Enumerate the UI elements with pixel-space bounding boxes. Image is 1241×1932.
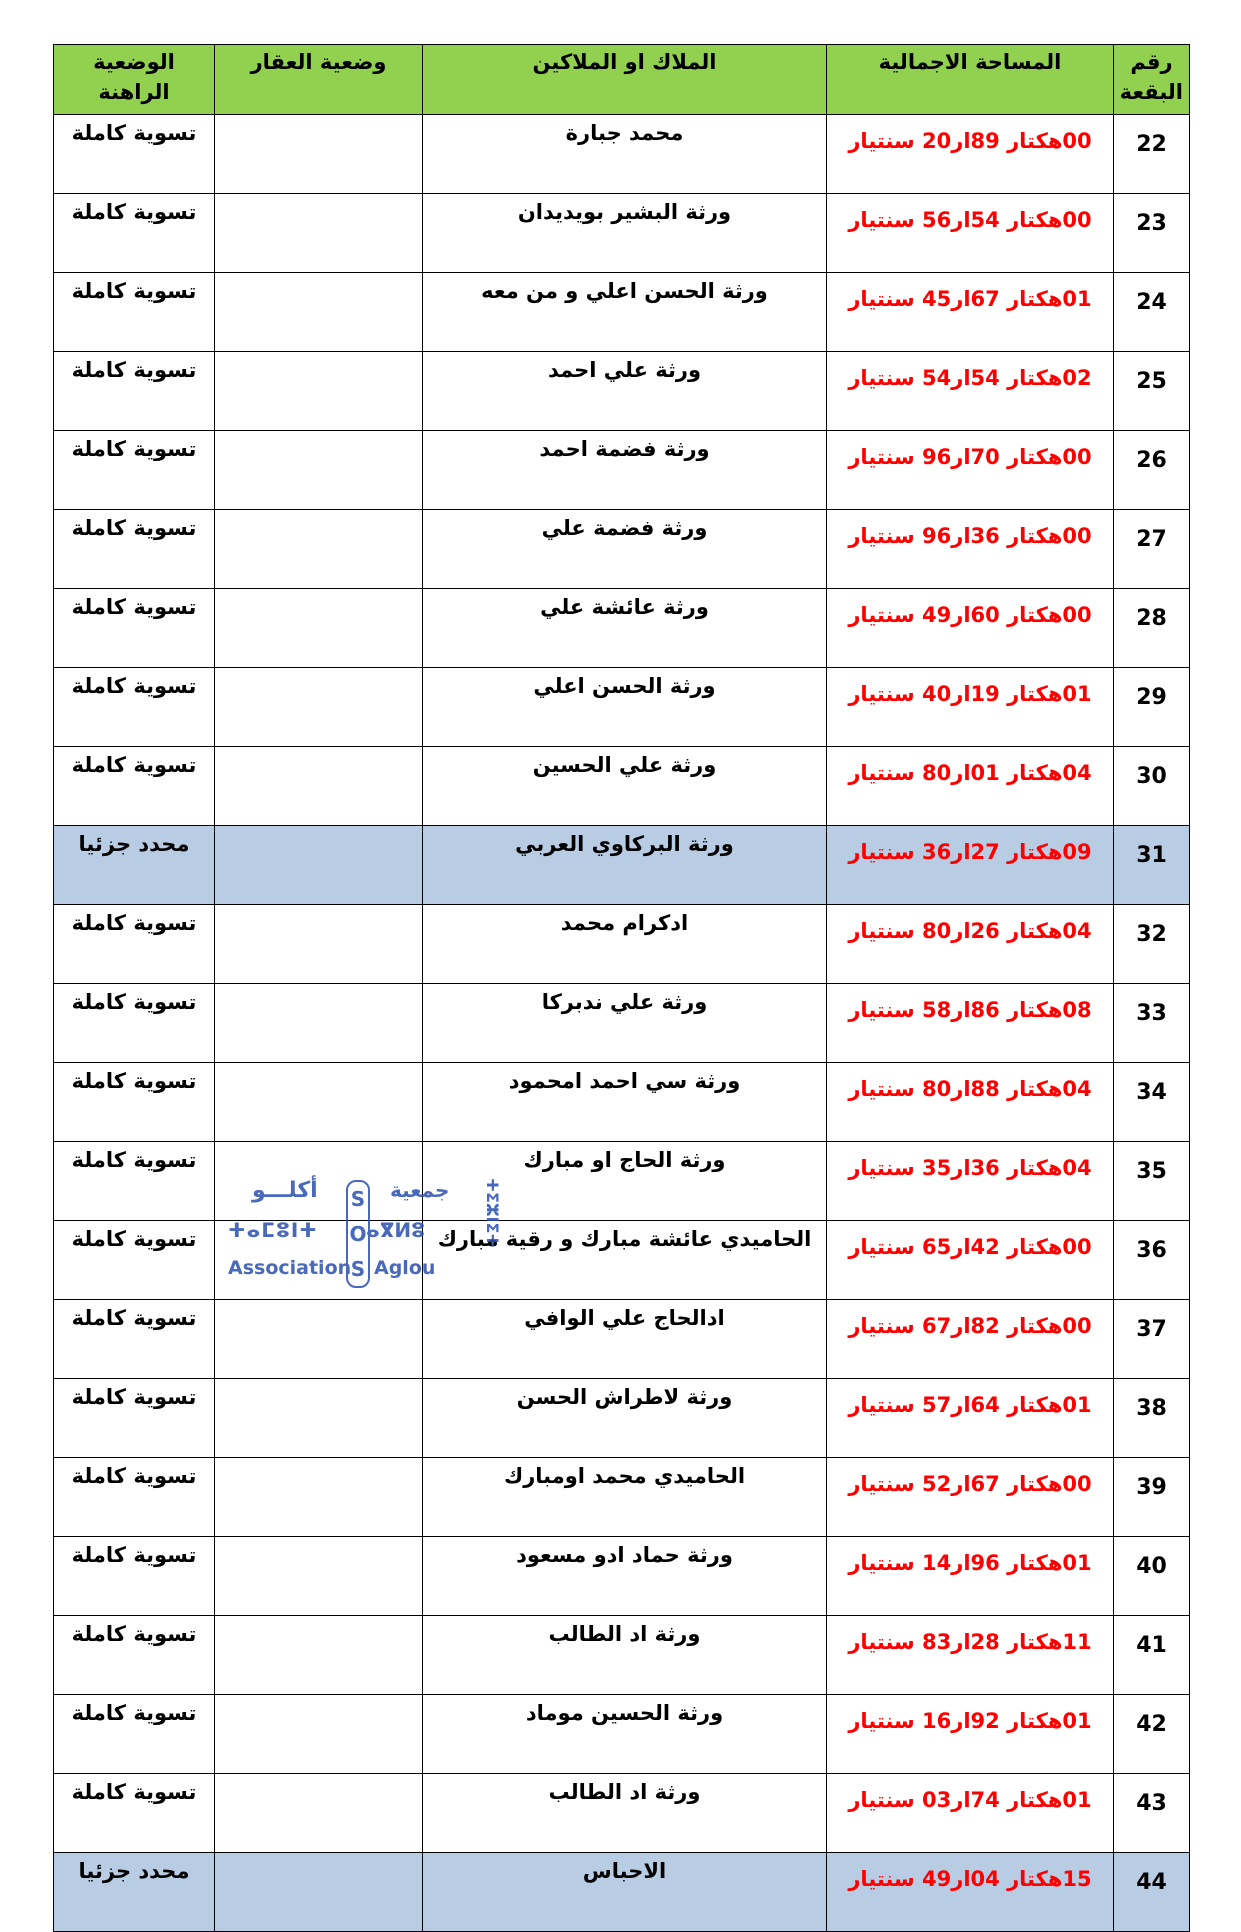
owners-cell: الاحباس (423, 1853, 827, 1932)
total-area-cell: 00هكتار 82ار67 سنتيار (827, 1300, 1114, 1379)
owners-cell: ادكرام محمد (423, 905, 827, 984)
current-status-cell: تسوية كاملة (54, 1537, 215, 1616)
total-area-cell: 01هكتار 96ار14 سنتيار (827, 1537, 1114, 1616)
header-total-area: المساحة الاجمالية (827, 45, 1114, 115)
table-row (54, 1142, 1190, 1221)
owners-cell: ورثة البركاوي العربي (423, 826, 827, 905)
header-current-status: الوضعية الراهنة (54, 45, 215, 115)
owners-cell: ورثة علي احمد (423, 352, 827, 431)
total-area-cell: 04هكتار 01ار80 سنتيار (827, 747, 1114, 826)
stamp-arabic-right: جمعية (390, 1178, 450, 1202)
table-row (54, 589, 1190, 668)
plot-number-cell: 30 (1114, 747, 1190, 826)
table-row (54, 984, 1190, 1063)
stamp-sos-badge (346, 1180, 370, 1288)
total-area-cell: 09هكتار 27ار36 سنتيار (827, 826, 1114, 905)
stamp-sos-letter: S (350, 1256, 366, 1281)
stamp-sos-letter: O (349, 1221, 367, 1246)
owners-cell: ورثة سي احمد امحمود (423, 1063, 827, 1142)
plot-number-cell: 24 (1114, 273, 1190, 352)
plot-number-cell: 22 (1114, 115, 1190, 194)
current-status-cell: تسوية كاملة (54, 1300, 215, 1379)
association-stamp (228, 1178, 500, 1288)
table-body (54, 115, 1190, 1932)
owners-cell: ورثة علي الحسين (423, 747, 827, 826)
current-status-cell: تسوية كاملة (54, 589, 215, 668)
total-area-cell: 00هكتار 60ار49 سنتيار (827, 589, 1114, 668)
plot-number-cell: 39 (1114, 1458, 1190, 1537)
plot-number-cell: 43 (1114, 1774, 1190, 1853)
current-status-cell: تسوية كاملة (54, 352, 215, 431)
owners-cell: ورثة فضمة علي (423, 510, 827, 589)
current-status-cell: تسوية كاملة (54, 510, 215, 589)
current-status-cell: تسوية كاملة (54, 1774, 215, 1853)
table-row (54, 1774, 1190, 1853)
owners-cell: ادالحاج علي الوافي (423, 1300, 827, 1379)
current-status-cell: تسوية كاملة (54, 668, 215, 747)
stamp-vertical-text: ⵜⵉⵣⵏⵉⵜ (483, 1178, 502, 1248)
header-property-status: وضعية العقار (215, 45, 423, 115)
current-status-cell: تسوية كاملة (54, 1616, 215, 1695)
plot-number-cell: 44 (1114, 1853, 1190, 1932)
property-status-cell (215, 1379, 423, 1458)
property-status-cell (215, 826, 423, 905)
stamp-english-left: Association (228, 1257, 352, 1279)
property-status-cell (215, 431, 423, 510)
stamp-tifinagh-right: ⴰⴳⵍⵓ (366, 1218, 425, 1242)
property-status-cell (215, 1063, 423, 1142)
stamp-arabic-left: أكلـــو (252, 1178, 318, 1203)
plot-number-cell: 37 (1114, 1300, 1190, 1379)
table-header-row (54, 45, 1190, 115)
current-status-cell: تسوية كاملة (54, 1063, 215, 1142)
table-row (54, 905, 1190, 984)
stamp-english-right: Aglou (374, 1257, 436, 1279)
table-row (54, 1537, 1190, 1616)
plot-number-cell: 23 (1114, 194, 1190, 273)
property-status-cell (215, 905, 423, 984)
table-row (54, 1300, 1190, 1379)
table-row (54, 194, 1190, 273)
property-status-cell (215, 1458, 423, 1537)
table-row (54, 1379, 1190, 1458)
total-area-cell: 08هكتار 86ار58 سنتيار (827, 984, 1114, 1063)
owners-cell: ورثة الحاج او مبارك (423, 1142, 827, 1221)
plot-number-cell: 41 (1114, 1616, 1190, 1695)
plot-number-cell: 35 (1114, 1142, 1190, 1221)
table-row (54, 1063, 1190, 1142)
owners-cell: ورثة علي ندبركا (423, 984, 827, 1063)
current-status-cell: تسوية كاملة (54, 1142, 215, 1221)
total-area-cell: 04هكتار 88ار80 سنتيار (827, 1063, 1114, 1142)
land-table (53, 44, 1190, 1932)
total-area-cell: 04هكتار 36ار35 سنتيار (827, 1142, 1114, 1221)
table-row (54, 1695, 1190, 1774)
owners-cell: ورثة الحسن اعلي (423, 668, 827, 747)
current-status-cell: تسوية كاملة (54, 273, 215, 352)
property-status-cell (215, 1616, 423, 1695)
owners-cell: ورثة اد الطالب (423, 1616, 827, 1695)
table-row (54, 431, 1190, 510)
table-row (54, 826, 1190, 905)
owners-cell: ورثة اد الطالب (423, 1774, 827, 1853)
owners-cell: ورثة الحسين موماد (423, 1695, 827, 1774)
property-status-cell (215, 510, 423, 589)
current-status-cell: تسوية كاملة (54, 194, 215, 273)
total-area-cell: 04هكتار 26ار80 سنتيار (827, 905, 1114, 984)
owners-cell: الحاميدي محمد اومبارك (423, 1458, 827, 1537)
current-status-cell: تسوية كاملة (54, 431, 215, 510)
property-status-cell (215, 1853, 423, 1932)
owners-cell: محمد جبارة (423, 115, 827, 194)
property-status-cell (215, 194, 423, 273)
total-area-cell: 15هكتار 04ار49 سنتيار (827, 1853, 1114, 1932)
table-row (54, 273, 1190, 352)
property-status-cell (215, 1537, 423, 1616)
owners-cell: ورثة البشير بويديدان (423, 194, 827, 273)
stamp-sos-letter: S (350, 1187, 366, 1212)
plot-number-cell: 42 (1114, 1695, 1190, 1774)
plot-number-cell: 28 (1114, 589, 1190, 668)
total-area-cell: 00هكتار 36ار96 سنتيار (827, 510, 1114, 589)
plot-number-cell: 38 (1114, 1379, 1190, 1458)
property-status-cell (215, 1300, 423, 1379)
current-status-cell: تسوية كاملة (54, 115, 215, 194)
owners-cell: ورثة فضمة احمد (423, 431, 827, 510)
total-area-cell: 01هكتار 19ار40 سنتيار (827, 668, 1114, 747)
total-area-cell: 00هكتار 42ار65 سنتيار (827, 1221, 1114, 1300)
plot-number-cell: 34 (1114, 1063, 1190, 1142)
property-status-cell (215, 1695, 423, 1774)
current-status-cell: تسوية كاملة (54, 1379, 215, 1458)
plot-number-cell: 32 (1114, 905, 1190, 984)
total-area-cell: 00هكتار 89ار20 سنتيار (827, 115, 1114, 194)
current-status-cell: تسوية كاملة (54, 1221, 215, 1300)
table-row (54, 115, 1190, 194)
owners-cell: الحاميدي عائشة مبارك و رقية مبارك (423, 1221, 827, 1300)
total-area-cell: 01هكتار 92ار16 سنتيار (827, 1695, 1114, 1774)
property-status-cell (215, 273, 423, 352)
total-area-cell: 00هكتار 70ار96 سنتيار (827, 431, 1114, 510)
table-row (54, 352, 1190, 431)
plot-number-cell: 40 (1114, 1537, 1190, 1616)
property-status-cell (215, 115, 423, 194)
owners-cell: ورثة لاطراش الحسن (423, 1379, 827, 1458)
property-status-cell (215, 1774, 423, 1853)
table-row (54, 1616, 1190, 1695)
total-area-cell: 01هكتار 74ار03 سنتيار (827, 1774, 1114, 1853)
current-status-cell: محدد جزئيا (54, 826, 215, 905)
owners-cell: ورثة حماد ادو مسعود (423, 1537, 827, 1616)
table-row (54, 668, 1190, 747)
property-status-cell (215, 747, 423, 826)
current-status-cell: تسوية كاملة (54, 984, 215, 1063)
total-area-cell: 01هكتار 67ار45 سنتيار (827, 273, 1114, 352)
plot-number-cell: 36 (1114, 1221, 1190, 1300)
plot-number-cell: 29 (1114, 668, 1190, 747)
total-area-cell: 01هكتار 64ار57 سنتيار (827, 1379, 1114, 1458)
current-status-cell: تسوية كاملة (54, 905, 215, 984)
plot-number-cell: 31 (1114, 826, 1190, 905)
total-area-cell: 00هكتار 67ار52 سنتيار (827, 1458, 1114, 1537)
plot-number-cell: 25 (1114, 352, 1190, 431)
table-row (54, 510, 1190, 589)
current-status-cell: تسوية كاملة (54, 1695, 215, 1774)
header-owners: الملاك او الملاكين (423, 45, 827, 115)
plot-number-cell: 27 (1114, 510, 1190, 589)
table-row (54, 747, 1190, 826)
owners-cell: ورثة عائشة علي (423, 589, 827, 668)
current-status-cell: محدد جزئيا (54, 1853, 215, 1932)
property-status-cell (215, 984, 423, 1063)
plot-number-cell: 33 (1114, 984, 1190, 1063)
table-row (54, 1221, 1190, 1300)
total-area-cell: 00هكتار 54ار56 سنتيار (827, 194, 1114, 273)
total-area-cell: 11هكتار 28ار83 سنتيار (827, 1616, 1114, 1695)
current-status-cell: تسوية كاملة (54, 1458, 215, 1537)
property-status-cell (215, 352, 423, 431)
owners-cell: ورثة الحسن اعلي و من معه (423, 273, 827, 352)
stamp-tifinagh-left: ⵜⴰⵎⵓⵏⵜ (228, 1218, 318, 1242)
table-row (54, 1853, 1190, 1932)
plot-number-cell: 26 (1114, 431, 1190, 510)
current-status-cell: تسوية كاملة (54, 747, 215, 826)
table-row (54, 1458, 1190, 1537)
property-status-cell (215, 589, 423, 668)
total-area-cell: 02هكتار 54ار54 سنتيار (827, 352, 1114, 431)
property-status-cell (215, 668, 423, 747)
header-plot-number: رقم البقعة (1114, 45, 1190, 115)
